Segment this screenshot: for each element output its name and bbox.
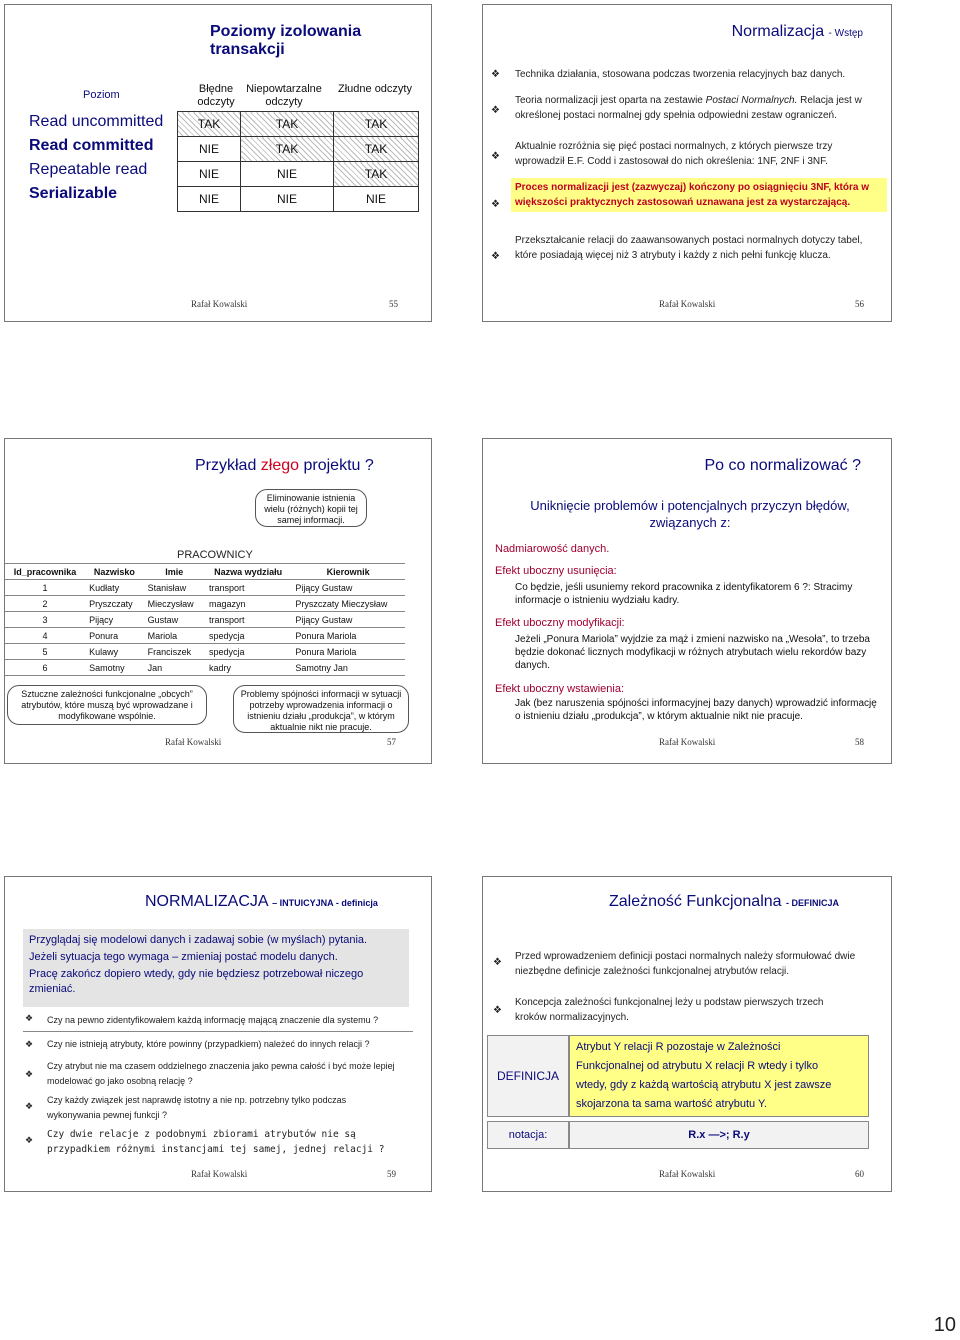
table-cell: 2 bbox=[5, 596, 85, 612]
table-cell: Mieczysław bbox=[144, 596, 205, 612]
table-cell: spedycja bbox=[205, 644, 291, 660]
section-text: Jeżeli „Ponura Mariola” wyjdzie za mąż i zmieni nazwisko na „Wesoła”, to trzeba będzie dokonać licznych modyfikacji w różnych atrybutach wielu rekordów bazy danych. bbox=[515, 634, 870, 671]
table-cell: kadry bbox=[205, 660, 291, 676]
table-cell: TAK bbox=[334, 112, 419, 137]
text-italic: Postaci Normalnych. bbox=[705, 95, 798, 106]
table-row bbox=[178, 137, 419, 162]
table-cell: Samotny bbox=[85, 660, 144, 676]
table-row bbox=[178, 112, 419, 137]
table-header-row bbox=[5, 564, 405, 580]
definition-line: Funkcjonalnej od atrybutu X relacji R wtedy i tylko bbox=[576, 1060, 819, 1072]
footer-page: 55 bbox=[389, 299, 398, 309]
table-row bbox=[5, 612, 405, 628]
bullet-icon: ❖ bbox=[493, 1005, 502, 1016]
col-header-2: Niepowtarzalne odczyty bbox=[246, 83, 322, 108]
title-main: Zależność Funkcjonalna bbox=[609, 893, 782, 910]
page-number: 10 bbox=[933, 1314, 956, 1336]
footer-page: 56 bbox=[855, 299, 864, 309]
question-text: Czy atrybut nie ma czasem oddzielnego znaczenia jako pewna całość i być może lepiej modelować go jako osobną relację ? bbox=[47, 1061, 395, 1086]
intro-line: Przyglądaj się modelowi danych i zadawaj sobie (w myślach) pytania. bbox=[29, 934, 368, 946]
table-cell: NIE bbox=[334, 187, 419, 212]
section-heading: Nadmiarowość danych. bbox=[495, 543, 610, 555]
table-row bbox=[5, 580, 405, 596]
callout-top: Eliminowanie istnienia wielu (różnych) kopii tej samej informacji. bbox=[255, 489, 367, 527]
bullet-icon: ❖ bbox=[493, 957, 502, 968]
title-sub: - DEFINICJA bbox=[786, 898, 840, 908]
bullet-text: Przed wprowadzeniem definicji postaci normalnych należy sformułować dwie niezbędne definicje zależności funkcjonalnej atrybutów relacji. bbox=[515, 951, 856, 977]
table-cell: Pijący Gustaw bbox=[291, 580, 405, 596]
slide-title: Po co normalizować ? bbox=[704, 457, 861, 474]
slide-title bbox=[732, 23, 863, 41]
footer-author: Rafał Kowalski bbox=[191, 1169, 248, 1179]
title-sub: - Wstęp bbox=[828, 28, 863, 39]
bullet-text bbox=[515, 93, 883, 123]
intro-box bbox=[23, 929, 409, 1007]
col-header: Imie bbox=[144, 564, 205, 580]
table-cell: 3 bbox=[5, 612, 85, 628]
footer-author: Rafał Kowalski bbox=[659, 299, 716, 309]
table-cell: Kulawy bbox=[85, 644, 144, 660]
slide-subtitle: Uniknięcie problemów i potencjalnych przyczyn błędów, związanych z: bbox=[530, 498, 850, 530]
table-row bbox=[5, 596, 405, 612]
table-cell: Kudłaty bbox=[85, 580, 144, 596]
level-header: Poziom bbox=[83, 89, 120, 101]
bullet-text: Technika działania, stosowana podczas tworzenia relacyjnych baz danych. bbox=[515, 69, 846, 80]
slide-title bbox=[195, 457, 374, 475]
table-cell: 1 bbox=[5, 580, 85, 596]
bullet-icon: ❖ bbox=[491, 199, 500, 210]
footer-author: Rafał Kowalski bbox=[659, 737, 716, 747]
level-label: Read committed bbox=[29, 137, 154, 154]
table-cell: NIE bbox=[178, 187, 241, 212]
definition-line: wtedy, gdy z każdą wartością atrybutu X jest zawsze bbox=[576, 1079, 832, 1091]
table-cell: Pijący bbox=[85, 612, 144, 628]
footer-author: Rafał Kowalski bbox=[165, 737, 222, 747]
table-cell: Stanisław bbox=[144, 580, 205, 596]
bullet-icon: ❖ bbox=[491, 151, 500, 162]
notation-label-box bbox=[487, 1121, 569, 1149]
slide-title: Poziomy izolowania transakcji bbox=[210, 23, 362, 58]
callout-left: Sztuczne zależności funkcjonalne „obcych” atrybutów, które muszą być wprowadzane i modyfikowane wspólnie. bbox=[7, 685, 207, 725]
footer-page: 57 bbox=[387, 737, 396, 747]
slide-60 bbox=[482, 876, 892, 1192]
section-text: Jak (bez naruszenia spójności informacyjnej bazy danych) wprowadzić informację o istnieniu działu „produkcja”, w którym aktualnie nikt nie pracuje. bbox=[515, 698, 877, 722]
table-cell: 4 bbox=[5, 628, 85, 644]
bullet-icon: ❖ bbox=[25, 1069, 34, 1079]
title-emphasis: złego bbox=[260, 457, 300, 474]
table-cell: magazyn bbox=[205, 596, 291, 612]
col-header: Nazwa wydziału bbox=[205, 564, 291, 580]
notation-box bbox=[569, 1121, 869, 1149]
table-cell: NIE bbox=[241, 162, 334, 187]
table-cell: Ponura Mariola bbox=[291, 644, 405, 660]
section-heading: Efekt uboczny usunięcia: bbox=[495, 565, 617, 577]
title-part: projektu ? bbox=[299, 457, 374, 474]
table-cell: Ponura bbox=[85, 628, 144, 644]
bullet-icon: ❖ bbox=[491, 251, 500, 262]
table-cell: Franciszek bbox=[144, 644, 205, 660]
col-header: Nazwisko bbox=[85, 564, 144, 580]
col-header-1: Błędne odczyty bbox=[197, 83, 235, 108]
table-cell: TAK bbox=[241, 137, 334, 162]
definition-label: DEFINICJA bbox=[496, 1069, 559, 1083]
table-cell: NIE bbox=[178, 137, 241, 162]
slide-title bbox=[609, 893, 839, 911]
isolation-table bbox=[177, 111, 419, 212]
bullet-icon: ❖ bbox=[25, 1039, 34, 1049]
bullet-text: Aktualnie rozróżnia się pięć postaci normalnych, z których pierwsze trzy wprowadził E.F. Codd i zastosował do nich określenia: 1NF, 2NF i 3NF. bbox=[515, 141, 833, 167]
table-cell: TAK bbox=[178, 112, 241, 137]
divider bbox=[23, 1031, 413, 1032]
table-cell: Pryszczaty Mieczysław bbox=[291, 596, 405, 612]
intro-line: Jeżeli sytuacja tego wymaga – zmieniaj postać modelu danych. bbox=[29, 951, 338, 963]
definition-line: skojarzona ta sama wartość atrybutu Y. bbox=[576, 1098, 767, 1110]
table-row bbox=[5, 660, 405, 676]
table-cell: Ponura Mariola bbox=[291, 628, 405, 644]
slide-57 bbox=[4, 438, 432, 764]
intro-line: Pracę zakończ dopiero wtedy, gdy nie będziesz potrzebował niczego zmieniać. bbox=[29, 968, 364, 995]
employees-table bbox=[5, 563, 405, 676]
definition-line: Atrybut Y relacji R pozostaje w Zależności bbox=[576, 1041, 781, 1053]
section-text: Co będzie, jeśli usuniemy rekord pracownika z identyfikatorem 6 ?: Stracimy informacje o istnieniu wydziału kadry. bbox=[515, 582, 853, 606]
table-cell: TAK bbox=[241, 112, 334, 137]
table-name: PRACOWNICY bbox=[177, 549, 253, 561]
title-part: Przykład bbox=[195, 457, 261, 474]
table-cell: 5 bbox=[5, 644, 85, 660]
bullet-icon: ❖ bbox=[25, 1101, 34, 1111]
table-row bbox=[5, 644, 405, 660]
slide-56 bbox=[482, 4, 892, 322]
table-cell: NIE bbox=[241, 187, 334, 212]
table-cell: Gustaw bbox=[144, 612, 205, 628]
col-header: Kierownik bbox=[291, 564, 405, 580]
text: Relacja jest w określonej postaci normalnej gdy spełnia odpowiedni zestaw ograniczeń. bbox=[515, 95, 862, 121]
table-cell: TAK bbox=[334, 137, 419, 162]
bullet-text: Przekształcanie relacji do zaawansowanych postaci normalnych dotyczy tabel, które posiadają więcej niż 3 atrybuty i każdy z nich pełni funkcję klucza. bbox=[515, 235, 863, 261]
table-cell: transport bbox=[205, 612, 291, 628]
definition-label-box bbox=[487, 1035, 569, 1117]
slide-55 bbox=[4, 4, 432, 322]
slide-58 bbox=[482, 438, 892, 764]
bullet-icon: ❖ bbox=[491, 105, 500, 116]
question-text: Czy na pewno zidentyfikowałem każdą informację mającą znaczenie dla systemu ? bbox=[47, 1015, 379, 1025]
title-sub: – INTUICYJNA - definicja bbox=[272, 898, 378, 908]
slide-59 bbox=[4, 876, 432, 1192]
section-heading: Efekt uboczny wstawienia: bbox=[495, 683, 625, 695]
col-header: Id_pracownika bbox=[5, 564, 85, 580]
level-label: Repeatable read bbox=[29, 161, 148, 178]
footer-author: Rafał Kowalski bbox=[191, 299, 248, 309]
table-cell: 6 bbox=[5, 660, 85, 676]
table-cell: transport bbox=[205, 580, 291, 596]
question-text: Czy każdy związek jest naprawdę istotny a nie np. potrzebny tylko podczas wykonywania pewnej funkcji ? bbox=[47, 1095, 347, 1120]
table-cell: spedycja bbox=[205, 628, 291, 644]
section-heading: Efekt uboczny modyfikacji: bbox=[495, 617, 625, 629]
slide-title bbox=[145, 893, 378, 911]
highlight-bullet-text: Proces normalizacji jest (zazwyczaj) kończony po osiągnięciu 3NF, która w większości praktycznych zastosowań uznawana jest za wystarczającą. bbox=[511, 178, 887, 212]
footer-author: Rafał Kowalski bbox=[659, 1169, 716, 1179]
notation-label: notacja: bbox=[508, 1129, 548, 1141]
table-row bbox=[178, 162, 419, 187]
table-cell: Pijący Gustaw bbox=[291, 612, 405, 628]
notation-text: R.x —>; R.y bbox=[688, 1129, 750, 1141]
col-header-3: Złudne odczyty bbox=[338, 83, 412, 95]
bullet-icon: ❖ bbox=[25, 1135, 34, 1145]
footer-page: 59 bbox=[387, 1169, 396, 1179]
table-row bbox=[178, 187, 419, 212]
footer-page: 60 bbox=[855, 1169, 864, 1179]
title-main: Normalizacja bbox=[731, 23, 825, 40]
table-row bbox=[5, 628, 405, 644]
question-text: Czy nie istnieją atrybuty, które powinny (przypadkiem) należeć do innych relacji ? bbox=[47, 1039, 370, 1049]
bullet-icon: ❖ bbox=[25, 1013, 34, 1023]
table-cell: Mariola bbox=[144, 628, 205, 644]
text: Teoria normalizacji jest oparta na zestawie bbox=[515, 95, 706, 106]
question-text: Czy dwie relacje z podobnymi zbiorami atrybutów nie są przypadkiem różnymi instancjami tej samej, jednej relacji ? bbox=[47, 1129, 385, 1155]
bullet-icon: ❖ bbox=[491, 69, 500, 80]
level-label: Serializable bbox=[29, 185, 118, 202]
footer-page: 58 bbox=[855, 737, 864, 747]
table-cell: TAK bbox=[334, 162, 419, 187]
table-cell: Samotny Jan bbox=[291, 660, 405, 676]
callout-right: Problemy spójności informacji w sytuacji potrzeby wprowadzenia informacji o istnieniu działu „produkcja”, w którym aktualnie nikt nie pracuje. bbox=[233, 685, 409, 733]
title-main: NORMALIZACJA bbox=[145, 893, 268, 910]
table-cell: NIE bbox=[178, 162, 241, 187]
level-label: Read uncommitted bbox=[29, 113, 164, 130]
bullet-text: Koncepcja zależności funkcjonalnej leży u podstaw pierwszych trzech kroków normalizacyjnych. bbox=[515, 997, 824, 1023]
table-cell: Pryszczaty bbox=[85, 596, 144, 612]
table-cell: Jan bbox=[144, 660, 205, 676]
definition-box bbox=[569, 1035, 869, 1117]
